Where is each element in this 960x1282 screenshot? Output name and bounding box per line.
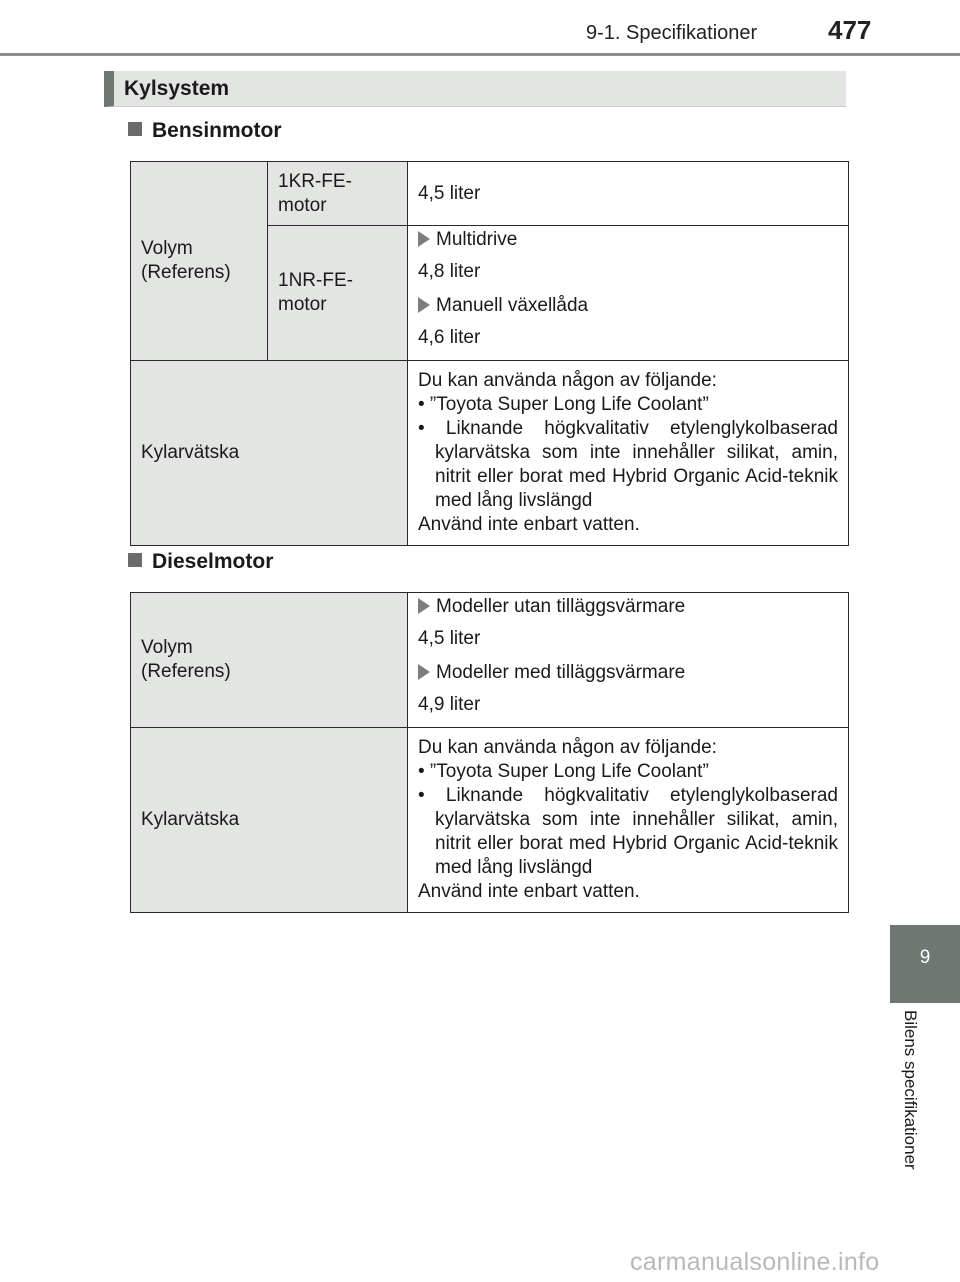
coolant-intro: Du kan använda någon av följande: [418,737,717,758]
option-line [418,595,838,619]
table-row [131,361,849,546]
option-value: 4,5 liter [418,628,481,649]
petrol-heading [128,119,282,143]
petrol-coolant-table [130,161,849,546]
option-value: 4,6 liter [418,327,481,348]
petrol-heading-text: Bensinmotor [152,119,282,142]
triangle-bullet-icon [418,297,430,313]
engine-1kr-label: 1KR-FE- motor [268,162,408,226]
diesel-coolant-table [130,592,849,913]
coolant-label: Kylarvätska [131,728,408,913]
triangle-bullet-icon [418,664,430,680]
coolant-label: Kylarvätska [131,361,408,546]
coolant-intro: Du kan använda någon av följande: [418,370,717,391]
watermark: carmanualsonline.info [630,1248,880,1276]
page-number: 477 [828,15,872,45]
chapter-number: 9 [919,947,931,968]
option-line [418,294,838,318]
coolant-bullet: • ”Toyota Super Long Life Coolant” [418,394,709,415]
triangle-bullet-icon [418,598,430,614]
triangle-bullet-icon [418,231,430,247]
square-bullet-icon [128,122,142,136]
table-row [131,593,849,728]
coolant-bullet: • ”Toyota Super Long Life Coolant” [418,761,709,782]
table-row [131,728,849,913]
option-name: Modeller utan tilläggsvärmare [436,596,686,617]
option-value: 4,8 liter [418,261,481,282]
coolant-description [408,361,849,546]
table-row [131,162,849,226]
section-title-bar [104,71,846,107]
coolant-note: Använd inte enbart vatten. [418,881,640,902]
diesel-heading-text: Dieselmotor [152,550,274,573]
chapter-tab[interactable] [890,925,960,1003]
square-bullet-icon [128,553,142,567]
volume-label: Volym (Referens) [131,593,408,728]
diesel-volume-values [408,593,849,728]
coolant-description [408,728,849,913]
option-name: Modeller med tilläggsvärmare [436,662,686,683]
header-rule [0,53,960,56]
coolant-note: Använd inte enbart vatten. [418,514,640,535]
chapter-label: Bilens specifikationer [901,1010,920,1170]
option-name: Multidrive [436,229,518,250]
engine-1nr-values [408,226,849,361]
coolant-bullet: • Liknande högkvalitativ etylenglykolbaserad kylarvätska som inte innehåller silikat, amin, nitrit eller borat med Hybrid Organic Acid-teknik med lång livslängd [418,785,838,878]
option-value: 4,9 liter [418,694,481,715]
option-line [418,228,838,252]
header-section-title: 9-1. Specifikationer [586,22,758,44]
volume-label: Volym (Referens) [131,162,268,361]
option-line [418,661,838,685]
diesel-heading [128,550,273,574]
engine-1nr-label: 1NR-FE- motor [268,226,408,361]
coolant-bullet: • Liknande högkvalitativ etylenglykolbaserad kylarvätska som inte innehåller silikat, amin, nitrit eller borat med Hybrid Organic Acid-teknik med lång livslängd [418,418,838,511]
engine-1kr-value: 4,5 liter [408,162,849,226]
section-title: Kylsystem [124,77,230,100]
option-name: Manuell växellåda [436,295,589,316]
